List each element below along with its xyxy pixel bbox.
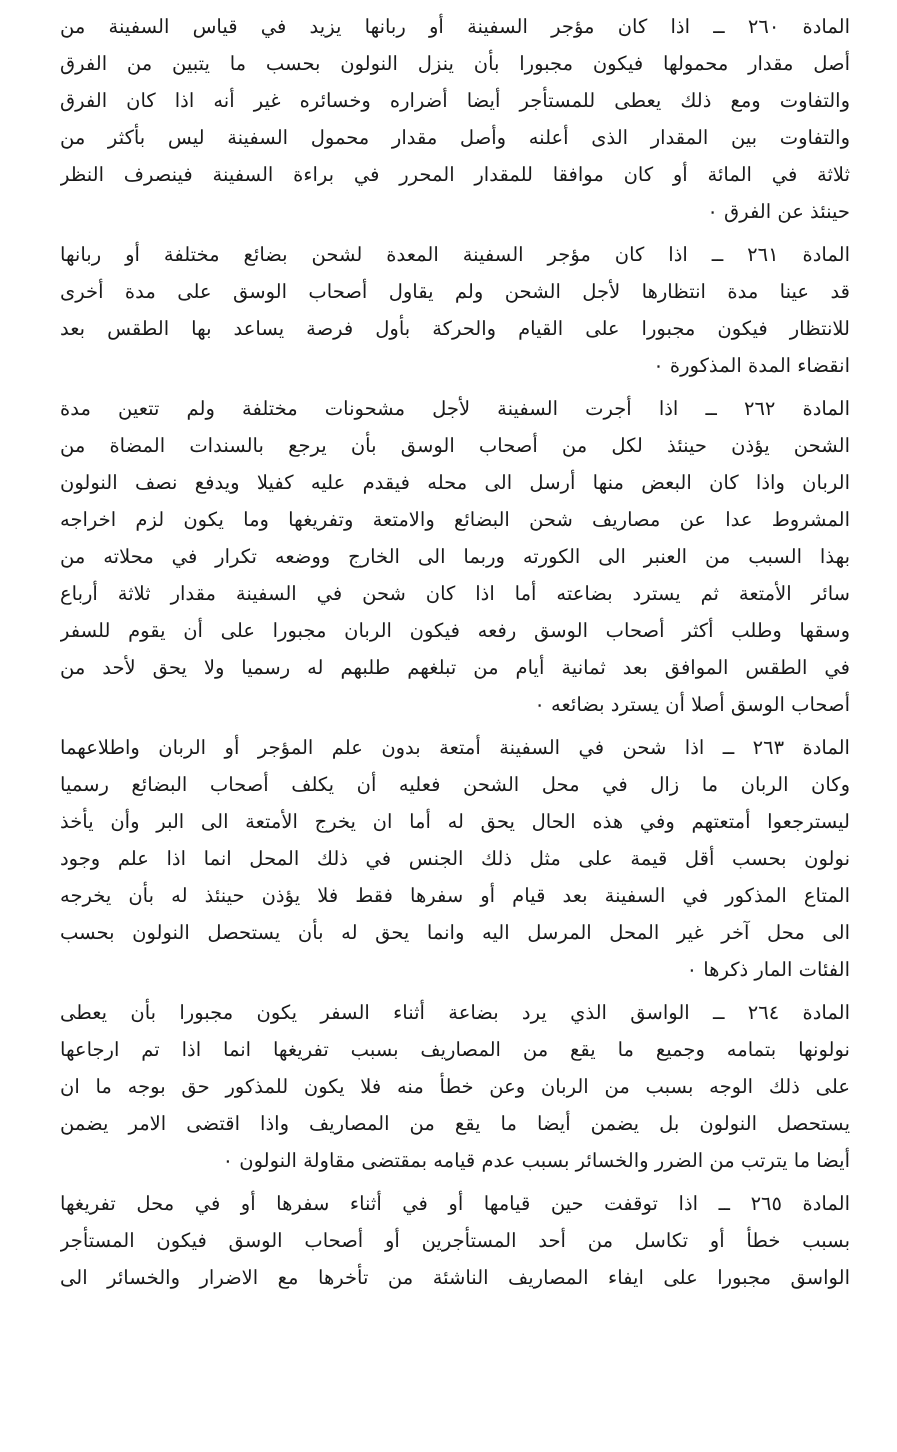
text-line: المتاع المذكور في السفينة بعد قيام أو سفرها فقط فلا يؤذن حينئذ له بأن يخرجه — [60, 884, 850, 907]
text-line: أصحاب الوسق أصلا أن يسترد بضائعه ٠ — [534, 693, 850, 716]
article-261 — [60, 236, 850, 390]
text-line: أصل مقدار محمولها فيكون مجبورا بأن ينزل النولون بحسب ما يتبين من الفرق — [60, 52, 850, 75]
text-line: الفئات المار ذكرها ٠ — [686, 958, 850, 981]
text-line: والتفاوت بين المقدار الذى أعلنه وأصل مقدار محمول السفينة ليس بأكثر من — [60, 126, 850, 149]
text-line: نولون بحسب أقل قيمة على مثل ذلك الجنس في ذلك المحل انما اذا علم وجود — [60, 847, 850, 870]
text-line: بسبب خطأ أو تكاسل من أحد المستأجرين أو أصحاب الوسق فيكون المستأجر — [60, 1229, 850, 1252]
text-line: الواسق مجبورا على ايفاء المصاريف الناشئة من تأخرها مع الاضرار والخسائر الى — [60, 1266, 850, 1289]
article-262 — [60, 390, 850, 729]
text-line: للانتظار فيكون مجبورا على القيام والحركة بأول فرصة يساعد بها الطقس بعد — [60, 317, 850, 340]
text-line: وسقها وطلب أكثر أصحاب الوسق رفعه فيكون الربان مجبورا على أن يقوم للسفر — [60, 619, 850, 642]
text-line: قد عينا مدة انتظارها لأجل الشحن ولم يقاول أصحاب الوسق على مدة أخرى — [60, 280, 850, 303]
text-line: المشروط عدا عن مصاريف شحن البضائع والامتعة وتفريغها وما يكون لزم اخراجه — [60, 508, 850, 531]
article-260 — [60, 8, 850, 236]
text-line: يستحصل النولون بل يضمن أيضا ما يقع من المصاريف واذا اقتضى الامر يضمن — [60, 1112, 850, 1135]
text-line: بهذا السبب من العنبر الى الكورته وربما الى الخارج ووضعه تكرار في محلاته من — [60, 545, 850, 568]
text-line: ثلاثة في المائة أو كان موافقا للمقدار المحرر في براءة السفينة فينصرف النظر — [60, 163, 850, 186]
text-line: وكان الربان ما زال في محل الشحن فعليه أن يكلف أصحاب البضائع رسميا — [60, 773, 850, 796]
article-263 — [60, 729, 850, 994]
text-line: انقضاء المدة المذكورة ٠ — [653, 354, 850, 377]
text-line: المادة ٢٦٤ ــ الواسق الذي يرد بضاعة أثناء السفر يكون مجبورا بأن يعطى — [60, 1001, 850, 1024]
text-line: الشحن يؤذن حينئذ لكل من أصحاب الوسق بأن يرجع بالسندات المضاة من — [60, 434, 850, 457]
text-line: المادة ٢٦٢ ــ اذا أجرت السفينة لأجل مشحونات مختلفة ولم تتعين مدة — [60, 397, 850, 420]
text-line: في الطقس الموافق بعد ثمانية أيام من تبلغهم طلبهم له رسميا ولا يحق لأحد من — [60, 656, 850, 679]
text-line: المادة ٢٦٣ ــ اذا شحن في السفينة أمتعة بدون علم المؤجر أو الربان واطلاعهما — [60, 736, 850, 759]
text-line: الى محل آخر غير المحل المرسل اليه وانما يحق له بأن يستحصل النولون بحسب — [60, 921, 850, 944]
text-line: سائر الأمتعة ثم يسترد بضاعته أما اذا كان شحن في السفينة مقدار ثلاثة أرباع — [60, 582, 850, 605]
text-line: المادة ٢٦١ ــ اذا كان مؤجر السفينة المعدة لشحن بضائع مختلفة أو ربانها — [60, 243, 850, 266]
text-line: نولونها بتمامه وجميع ما يقع من المصاريف بسبب تفريغها انما اذا تم ارجاعها — [60, 1038, 850, 1061]
document-page — [60, 8, 850, 1302]
text-line: على ذلك الوجه بسبب من الربان وعن خطأ منه فلا يكون للمذكور حق بوجه ما ان — [60, 1075, 850, 1098]
text-line: الربان واذا كان البعض منها أرسل الى محله فيقدم عليه كفيلا ويدفع نصف النولون — [60, 471, 850, 494]
text-line: والتفاوت ومع ذلك يعطى للمستأجر أيضا أضراره وخسائره غير أنه اذا كان الفرق — [60, 89, 850, 112]
text-line: المادة ٢٦٠ ــ اذا كان مؤجر السفينة أو ربانها يزيد في قياس السفينة من — [60, 15, 850, 38]
article-265 — [60, 1185, 850, 1302]
article-264 — [60, 994, 850, 1185]
text-line: حينئذ عن الفرق ٠ — [707, 200, 850, 223]
text-line: ليسترجعوا أمتعتهم وفي هذه الحال يحق له أما ان يخرج الأمتعة الى البر وأن يأخذ — [60, 810, 850, 833]
text-line: أيضا ما يترتب من الضرر والخسائر بسبب عدم قيامه بمقتضى مقاولة النولون ٠ — [222, 1149, 850, 1172]
text-line: المادة ٢٦٥ ــ اذا توقفت حين قيامها أو في أثناء سفرها أو في محل تفريغها — [60, 1192, 850, 1215]
